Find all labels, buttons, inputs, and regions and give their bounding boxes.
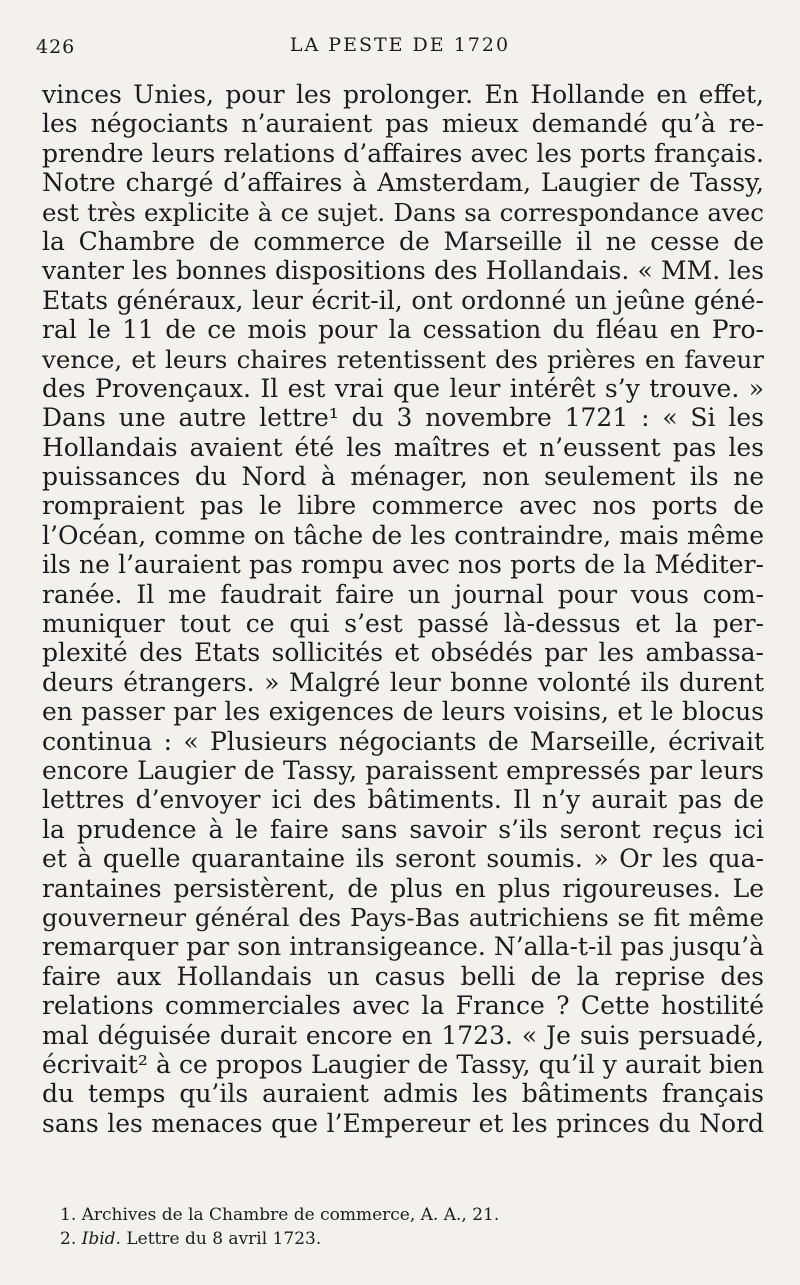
text-line: les négociants n’auraient pas mieux demandé qu’à re- xyxy=(42,109,764,139)
footnote-1: 1. Archives de la Chambre de commerce, A. A., 21. xyxy=(60,1205,500,1225)
text-line: est très explicite à ce sujet. Dans sa correspondance avec xyxy=(42,197,764,227)
text-line: vence, et leurs chaires retentissent des prières en faveur xyxy=(42,344,764,374)
text-line: ranée. Il me faudrait faire un journal pour vous com- xyxy=(42,579,764,609)
text-line: des Provençaux. Il est vrai que leur intérêt s’y trouve. » xyxy=(42,373,764,403)
body-text xyxy=(42,80,764,1138)
text-line: Etats généraux, leur écrit-il, ont ordonné un jeûne géné- xyxy=(42,285,764,315)
text-line: encore Laugier de Tassy, paraissent empressés par leurs xyxy=(42,755,764,785)
text-line: vanter les bonnes dispositions des Hollandais. « MM. les xyxy=(42,256,764,286)
text-line: Notre chargé d’affaires à Amsterdam, Laugier de Tassy, xyxy=(42,168,764,198)
footnote-2 xyxy=(60,1227,760,1251)
text-line: relations commerciales avec la France ? Cette hostilité xyxy=(42,991,764,1021)
text-line: muniquer tout ce qui s’est passé là-dessus et la per- xyxy=(42,609,764,639)
text-line: en passer par les exigences de leurs voisins, et le blocus xyxy=(42,697,764,727)
page-header xyxy=(36,34,764,64)
footnote-2-text: Lettre du 8 avril 1723. xyxy=(120,1229,322,1249)
running-title: LA PESTE DE 1720 xyxy=(289,34,511,56)
footnote-2-ibid: Ibid. xyxy=(81,1229,121,1249)
footnotes xyxy=(60,1203,760,1251)
text-line: faire aux Hollandais un casus belli de la reprise des xyxy=(42,961,764,991)
text-line: puissances du Nord à ménager, non seulement ils ne xyxy=(42,462,764,492)
page-number: 426 xyxy=(36,36,76,58)
text-line: Dans une autre lettre¹ du 3 novembre 1721 : « Si les xyxy=(42,403,764,433)
text-line: ral le 11 de ce mois pour la cessation du fléau en Pro- xyxy=(42,315,764,345)
text-line: la Chambre de commerce de Marseille il ne cesse de xyxy=(42,226,764,256)
footnote-2-number: 2. xyxy=(60,1229,82,1249)
text-line: écrivait² à ce propos Laugier de Tassy, qu’il y aurait bien xyxy=(42,1049,764,1079)
text-line: l’Océan, comme on tâche de les contraindre, mais même xyxy=(42,520,764,550)
text-line: rompraient pas le libre commerce avec nos ports de xyxy=(42,491,764,521)
text-line: sans les menaces que l’Empereur et les princes du Nord xyxy=(42,1108,764,1138)
text-line: gouverneur général des Pays-Bas autrichiens se fit même xyxy=(42,902,764,932)
text-line: prendre leurs relations d’affaires avec les ports français. xyxy=(42,138,764,168)
text-line: et à quelle quarantaine ils seront soumis. » Or les qua- xyxy=(42,844,764,874)
text-line: continua : « Plusieurs négociants de Marseille, écrivait xyxy=(42,726,764,756)
text-line: deurs étrangers. » Malgré leur bonne volonté ils durent xyxy=(42,667,764,697)
text-line: remarquer par son intransigeance. N’alla-t-il pas jusqu’à xyxy=(42,932,764,962)
text-line: rantaines persistèrent, de plus en plus rigoureuses. Le xyxy=(42,873,764,903)
text-line: mal déguisée durait encore en 1723. « Je suis persuadé, xyxy=(42,1020,764,1050)
text-line: la prudence à le faire sans savoir s’ils seront reçus ici xyxy=(42,814,764,844)
text-line: Hollandais avaient été les maîtres et n’eussent pas les xyxy=(42,432,764,462)
text-line: plexité des Etats sollicités et obsédés par les ambassa- xyxy=(42,638,764,668)
text-line: lettres d’envoyer ici des bâtiments. Il n’y aurait pas de xyxy=(42,785,764,815)
text-line: vinces Unies, pour les prolonger. En Hollande en effet, xyxy=(42,80,764,109)
text-line: ils ne l’auraient pas rompu avec nos ports de la Méditer- xyxy=(42,550,764,580)
text-line: du temps qu’ils auraient admis les bâtiments français xyxy=(42,1079,764,1109)
